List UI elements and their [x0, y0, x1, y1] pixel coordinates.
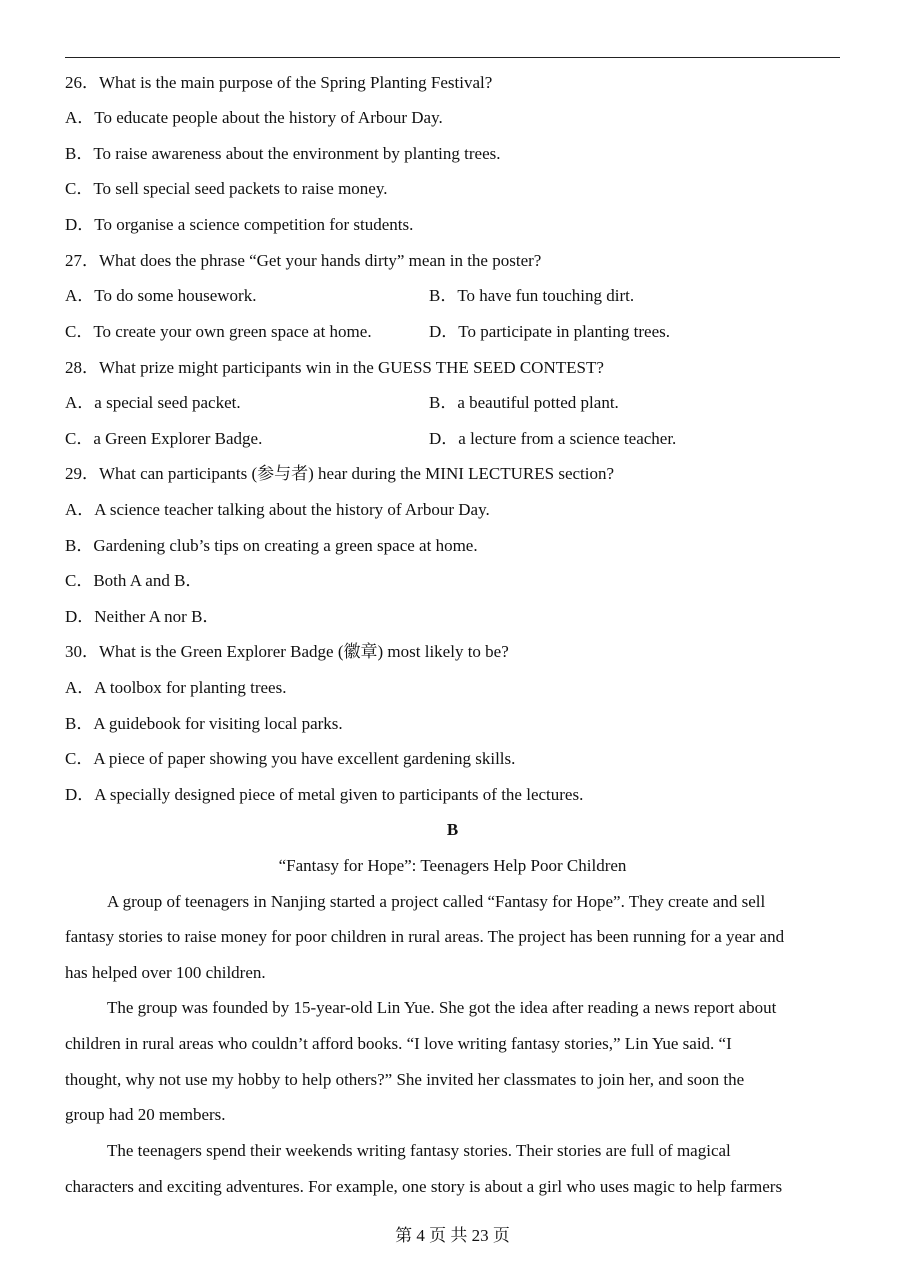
question-28-option-b: B．a beautiful potted plant. — [429, 393, 619, 412]
question-29-option-a: A．A science teacher talking about the history of Arbour Day. — [65, 500, 490, 519]
top-rule — [65, 57, 840, 58]
question-29-option-d: D．Neither A nor B． — [65, 607, 220, 626]
paragraph-3-line-1: The teenagers spend their weekends writing fantasy stories. Their stories are full of magical — [107, 1141, 731, 1160]
question-30-option-c: C．A piece of paper showing you have excellent gardening skills. — [65, 749, 516, 768]
question-26-option-c: C．To sell special seed packets to raise money. — [65, 179, 388, 198]
question-27-stem: 27．What does the phrase “Get your hands dirty” mean in the poster? — [65, 251, 542, 270]
paragraph-2-line-2: children in rural areas who couldn’t afford books. “I love writing fantasy stories,” Lin Yue said. “I — [65, 1034, 732, 1053]
section-label: B — [446, 820, 459, 839]
question-27-option-c: C．To create your own green space at home. — [65, 322, 372, 341]
question-30-option-d: D．A specially designed piece of metal given to participants of the lectures. — [65, 785, 584, 804]
passage-title: “Fantasy for Hope”: Teenagers Help Poor Children — [278, 856, 627, 875]
question-28-stem: 28．What prize might participants win in the GUESS THE SEED CONTEST? — [65, 358, 604, 377]
question-27-option-b: B．To have fun touching dirt. — [429, 286, 635, 305]
question-28-option-a: A．a special seed packet. — [65, 393, 241, 412]
question-27-option-a: A．To do some housework. — [65, 286, 257, 305]
paragraph-2-line-1: The group was founded by 15-year-old Lin Yue. She got the idea after reading a news report about — [107, 998, 777, 1017]
question-27-option-d: D．To participate in planting trees. — [429, 322, 670, 341]
paragraph-2-line-4: group had 20 members. — [65, 1105, 226, 1124]
question-29-option-b: B．Gardening club’s tips on creating a green space at home. — [65, 536, 478, 555]
question-28-option-d: D．a lecture from a science teacher. — [429, 429, 677, 448]
paragraph-1-line-1: A group of teenagers in Nanjing started a project called “Fantasy for Hope”. They create and sell — [107, 892, 766, 911]
paragraph-3-line-2: characters and exciting adventures. For example, one story is about a girl who uses magic to help farmers — [65, 1177, 783, 1196]
question-30-option-b: B．A guidebook for visiting local parks. — [65, 714, 343, 733]
question-29-option-c: C．Both A and B． — [65, 571, 203, 590]
question-26-stem: 26．What is the main purpose of the Spring Planting Festival? — [65, 73, 493, 92]
page-footer: 第 4 页 共 23 页 — [395, 1226, 510, 1245]
paragraph-2-line-3: thought, why not use my hobby to help others?” She invited her classmates to join her, and soon the — [65, 1070, 745, 1089]
question-26-option-a: A．To educate people about the history of Arbour Day. — [65, 108, 443, 127]
paragraph-1-line-2: fantasy stories to raise money for poor children in rural areas. The project has been running for a year and — [65, 927, 785, 946]
question-26-option-b: B．To raise awareness about the environment by planting trees. — [65, 144, 501, 163]
question-28-option-c: C．a Green Explorer Badge. — [65, 429, 263, 448]
paragraph-1-line-3: has helped over 100 children. — [65, 963, 266, 982]
question-30-option-a: A．A toolbox for planting trees. — [65, 678, 287, 697]
question-26-option-d: D．To organise a science competition for students. — [65, 215, 414, 234]
question-30-stem: 30．What is the Green Explorer Badge (徽章) most likely to be? — [65, 642, 509, 661]
question-29-stem: 29．What can participants (参与者) hear during the MINI LECTURES section? — [65, 464, 615, 483]
